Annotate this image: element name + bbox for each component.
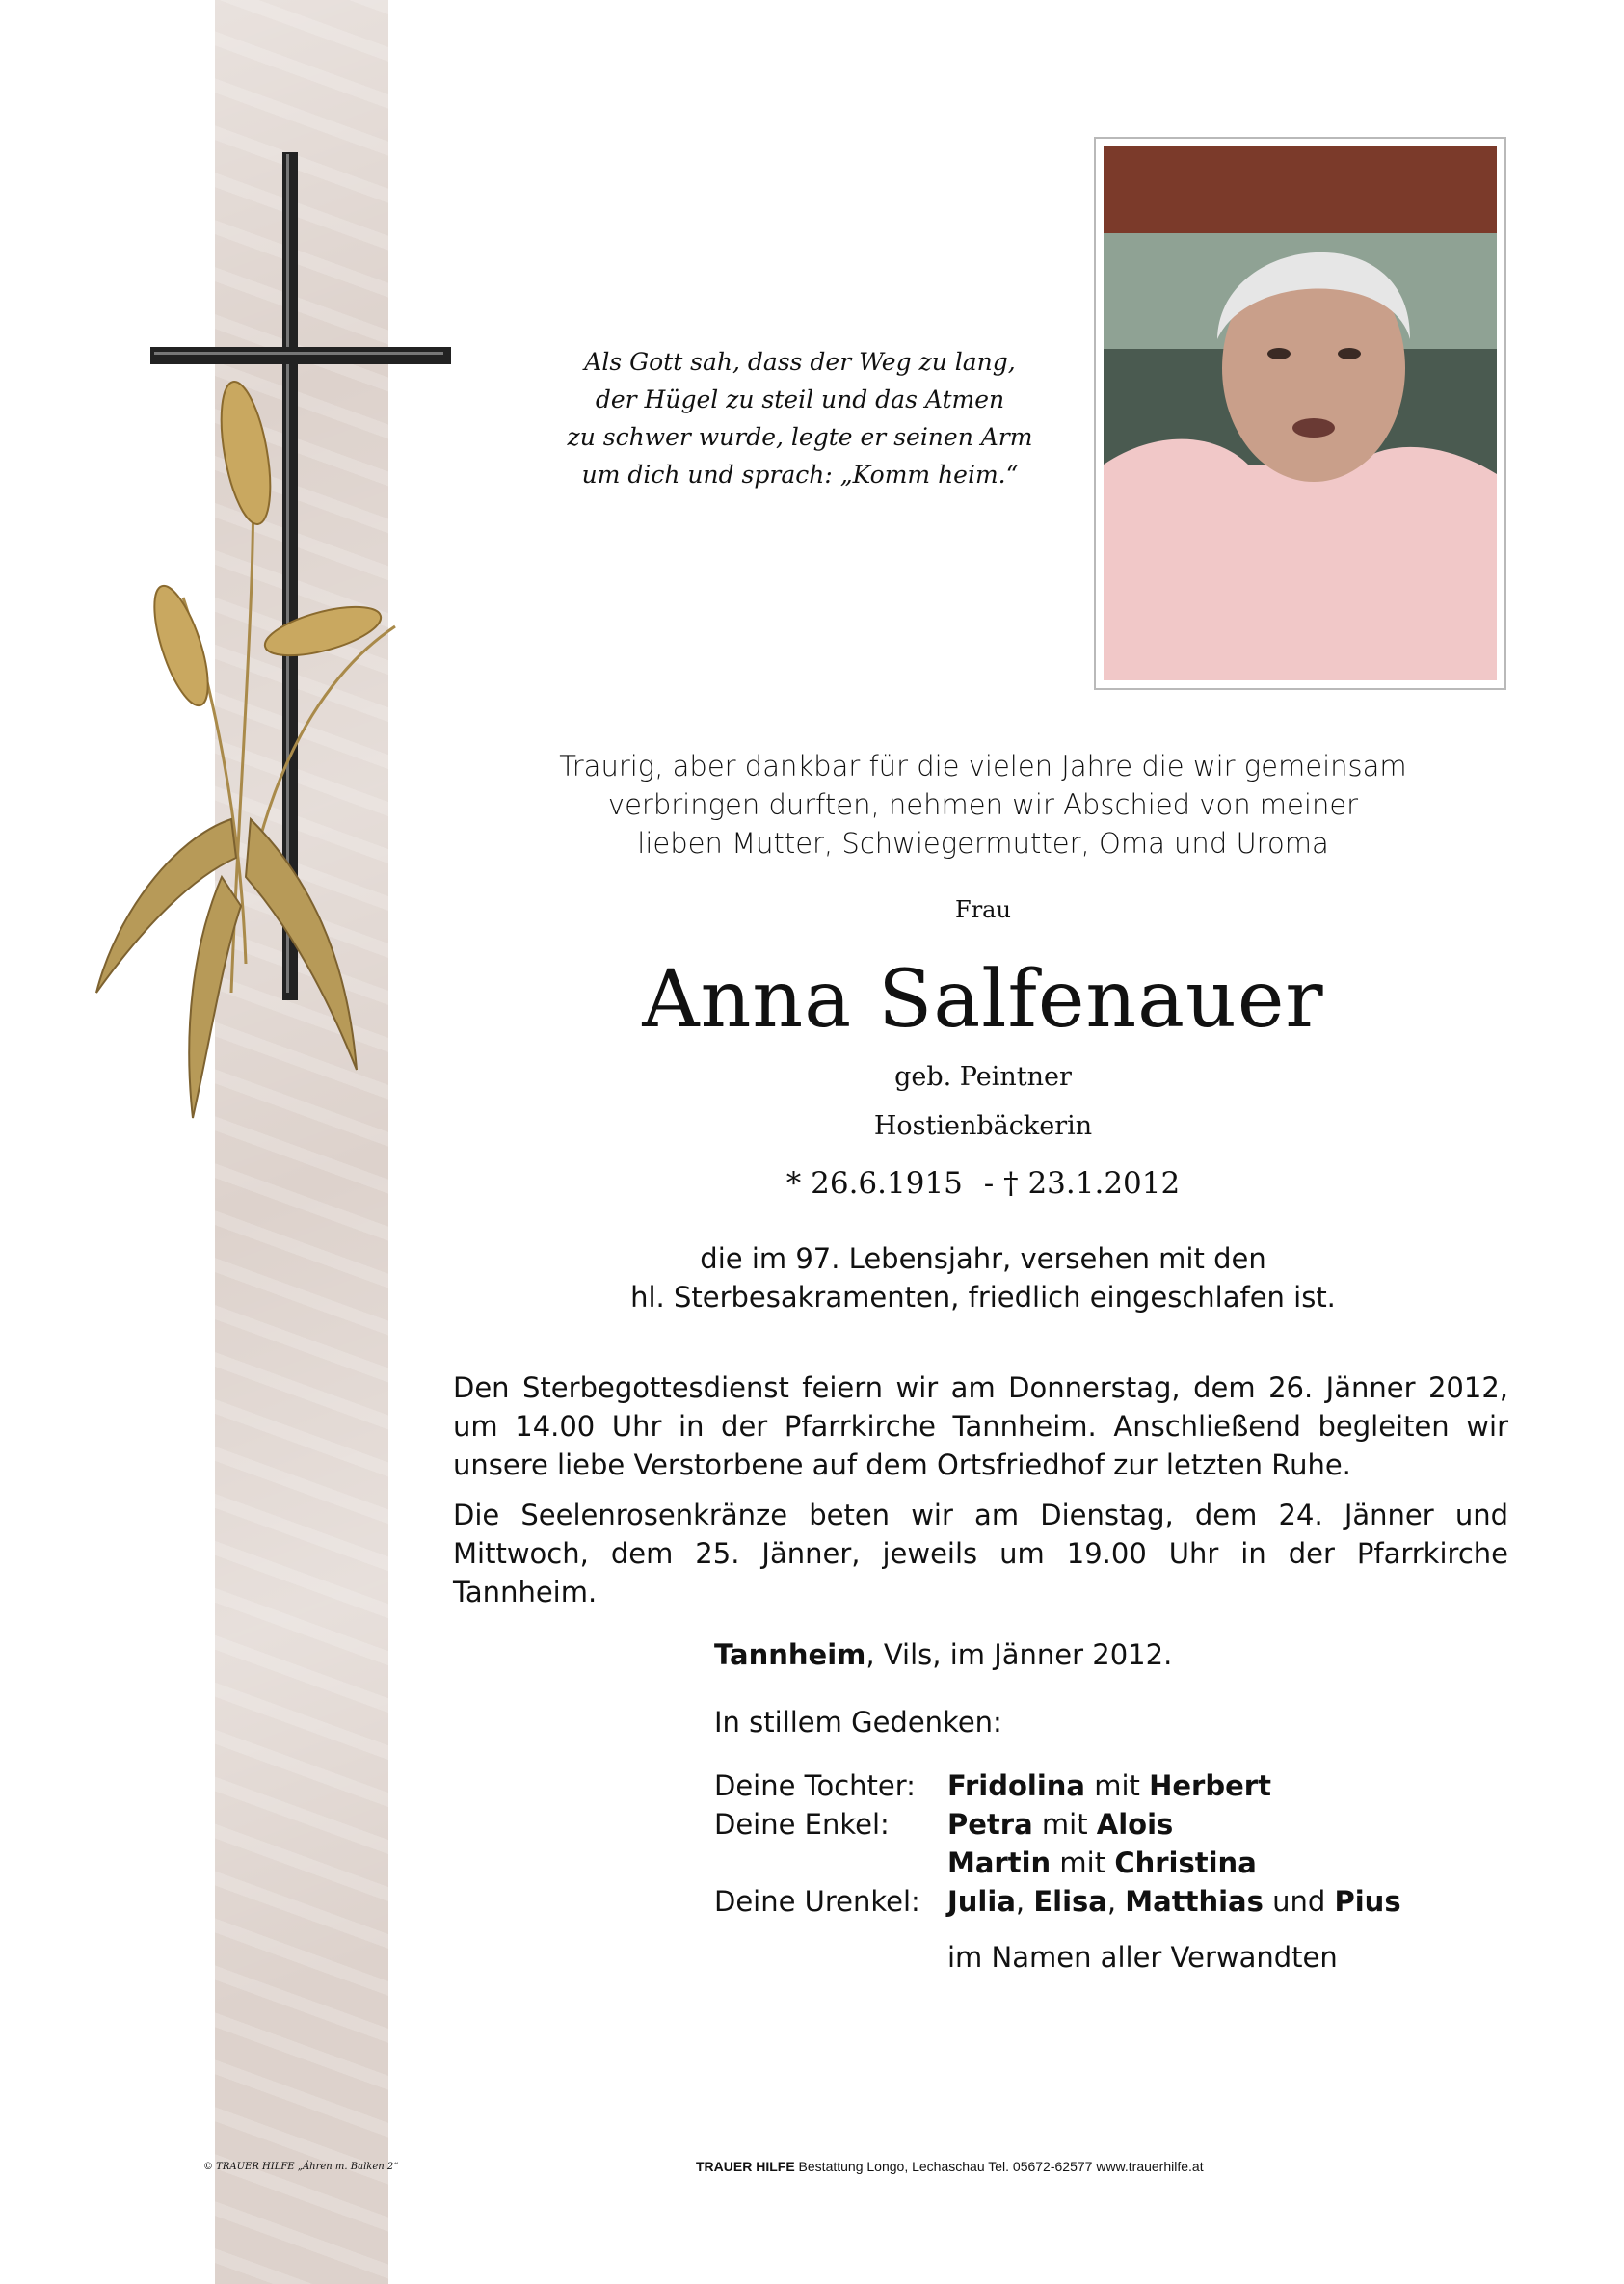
rosary-paragraph: Die Seelenrosenkränze beten wir am Dienstag, dem 24. Jänner und Mittwoch, dem 25. Jänner, jeweils um 19.00 Uhr in der Pfarrkirche Tannheim. <box>453 1499 1508 1608</box>
intro-line: verbringen durften, nehmen wir Abschied von meiner <box>607 788 1359 821</box>
intro-text <box>501 747 1465 863</box>
wheat-leaves <box>96 819 357 1118</box>
deceased-name: Anna Salfenauer <box>642 954 1324 1046</box>
family-names <box>947 1846 1257 1879</box>
family-names <box>947 1808 1173 1841</box>
family-member: Martin <box>947 1846 1052 1879</box>
memorial-poem <box>540 343 1060 493</box>
footer-brand: TRAUER HILFE <box>696 2159 795 2174</box>
place-name: Tannheim <box>714 1638 866 1671</box>
image-credit: © TRAUER HILFE „Ähren m. Balken 2“ <box>203 2162 399 2172</box>
death-date: - † 23.1.2012 <box>983 1166 1181 1201</box>
family-member: Elisa <box>1033 1885 1107 1918</box>
family-member: Petra <box>947 1808 1033 1841</box>
family-connector: mit <box>1084 1769 1150 1802</box>
poem-line: zu schwer wurde, legte er seinen Arm <box>567 423 1033 451</box>
family-names <box>947 1885 1401 1918</box>
footer-text: Bestattung Longo, Lechaschau Tel. 05672-62577 www.trauerhilfe.at <box>794 2159 1204 2174</box>
family-member: Alois <box>1096 1808 1174 1841</box>
family-connector: mit <box>1051 1846 1115 1879</box>
wheat-ears <box>144 378 386 711</box>
occupation: Hostienbäckerin <box>873 1111 1093 1141</box>
funeral-service-paragraph: Den Sterbegottesdienst feiern wir am Donnerstag, dem 26. Jänner 2012, um 14.00 Uhr in der Pfarrkirche Tannheim. Anschließend begleiten wir unsere liebe Verstorbene auf dem Ortsfriedhof zur letzten Ruhe. <box>453 1371 1508 1481</box>
sacraments-text <box>501 1239 1465 1316</box>
maiden-name: geb. Peintner <box>894 1062 1072 1092</box>
family-member: Fridolina <box>947 1769 1085 1802</box>
poem-line: der Hügel zu steil und das Atmen <box>595 385 1005 413</box>
portrait-photo-frame <box>1094 137 1506 690</box>
family-connector: und <box>1263 1885 1335 1918</box>
family-label: Deine Urenkel: <box>714 1885 920 1918</box>
family-member: Christina <box>1114 1846 1257 1879</box>
cross-horizontal-beam <box>150 347 451 364</box>
sacraments-line: die im 97. Lebensjahr, versehen mit den <box>700 1242 1266 1275</box>
family-member: Matthias <box>1125 1885 1264 1918</box>
family-connector: , <box>1106 1885 1126 1918</box>
birth-date: * 26.6.1915 <box>785 1166 963 1201</box>
family-label: Deine Tochter: <box>714 1769 916 1802</box>
intro-line: lieben Mutter, Schwiegermutter, Oma und Uroma <box>637 827 1329 860</box>
poem-line: Als Gott sah, dass der Weg zu lang, <box>584 348 1016 376</box>
place-date: , Vils, im Jänner 2012. <box>865 1638 1173 1671</box>
closing-line: im Namen aller Verwandten <box>947 1941 1338 1974</box>
sacraments-line: hl. Sterbesakramenten, friedlich eingeschlafen ist. <box>630 1281 1336 1314</box>
life-dates <box>501 1166 1465 1201</box>
portrait-photo <box>1104 146 1497 680</box>
family-member: Pius <box>1334 1885 1401 1918</box>
poem-line: um dich und sprach: „Komm heim.“ <box>581 461 1019 489</box>
intro-line: Traurig, aber dankbar für die vielen Jahre die wir gemeinsam <box>559 750 1407 783</box>
salutation: Frau <box>955 896 1011 923</box>
in-memory-heading: In stillem Gedenken: <box>714 1706 1002 1739</box>
place-and-date <box>714 1638 1172 1671</box>
footer <box>696 2159 1204 2174</box>
family-connector: , <box>1015 1885 1034 1918</box>
cross-with-wheat-ornament <box>77 145 482 1156</box>
family-member: Herbert <box>1149 1769 1271 1802</box>
family-connector: mit <box>1032 1808 1097 1841</box>
family-label: Deine Enkel: <box>714 1808 890 1841</box>
family-names <box>947 1769 1271 1802</box>
family-member: Julia <box>947 1885 1016 1918</box>
